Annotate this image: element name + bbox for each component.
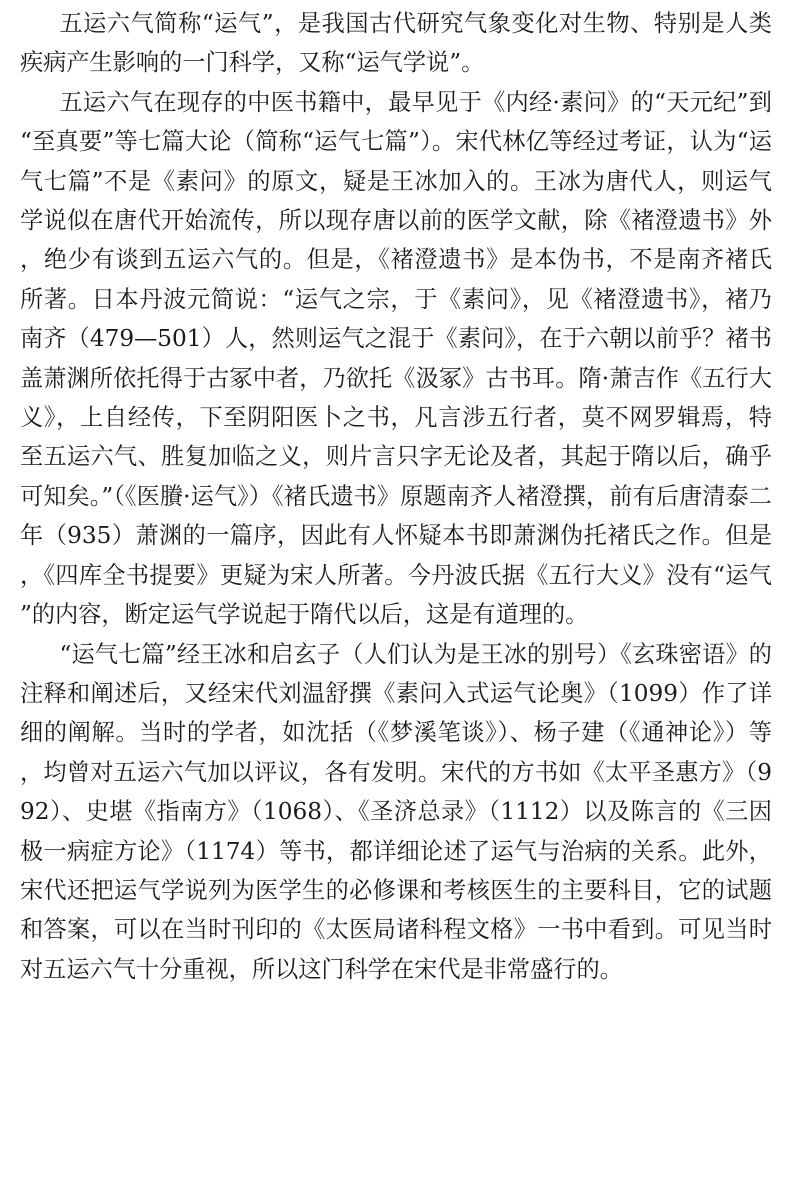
- paragraph-intro: 五运六气简称“运气”，是我国古代研究气象变化对生物、特别是人类疾病产生影响的一门科学，又称“运气学说”。: [20, 10, 772, 77]
- paragraph-origins: 五运六气在现存的中医书籍中，最早见于《内经·素问》的“天元纪”到“至真要”等七篇大论（简称“运气七篇”）。宋代林亿等经过考证，认为“运气七篇”不是《素问》的原文，疑是王冰加入的。王冰为唐代人，则运气学说似在唐代开始流传，所以现存唐以前的医学文献，除《褚澄遗书》外，绝少有谈到五运六气的。但是，《褚澄遗书》是本伪书，不是南齐褚氏所著。日本丹波元简说：“运气之宗，于《素问》，见《褚澄遗书》，褚乃南齐（479—501）人，然则运气之混于《素问》，在于六朝以前乎？褚书盖萧渊所依托得于古冢中者，乃欲托《汲冢》古书耳。隋·萧吉作《五行大义》，上自经传，下至阴阳医卜之书，凡言涉五行者，莫不网罗辑焉，特至五运六气、胜复加临之义，则片言只字无论及者，其起于隋以后，确乎可知矣。”（《医賸·运气》）《褚氏遗书》原题南齐人褚澄撰，前有后唐清泰二年（935）萧渊的一篇序，因此有人怀疑本书即萧渊伪托褚氏之作。但是，《四库全书提要》更疑为宋人所著。今丹波氏据《五行大义》没有“运气”的内容，断定运气学说起于隋代以后，这是有道理的。: [20, 88, 772, 629]
- paragraph-song-dynasty: “运气七篇”经王冰和启玄子（人们认为是王冰的别号）《玄珠密语》的注释和阐述后，又经宋代刘温舒撰《素问入式运气论奥》（1099）作了详细的阐解。当时的学者，如沈括（《梦溪笔谈》）、杨子建（《通神论》）等，均曾对五运六气加以评议，各有发明。宋代的方书如《太平圣惠方》（992）、史堪《指南方》（1068）、《圣济总录》（1112）以及陈言的《三因极一病症方论》（1174）等书，都详细论述了运气与治病的关系。此外，宋代还把运气学说列为医学生的必修课和考核医生的主要科目，它的试题和答案，可以在当时刊印的《太医局诸科程文格》一书中看到。可见当时对五运六气十分重视，所以这门科学在宋代是非常盛行的。: [20, 640, 772, 983]
- document-page: [20, 4, 772, 1174]
